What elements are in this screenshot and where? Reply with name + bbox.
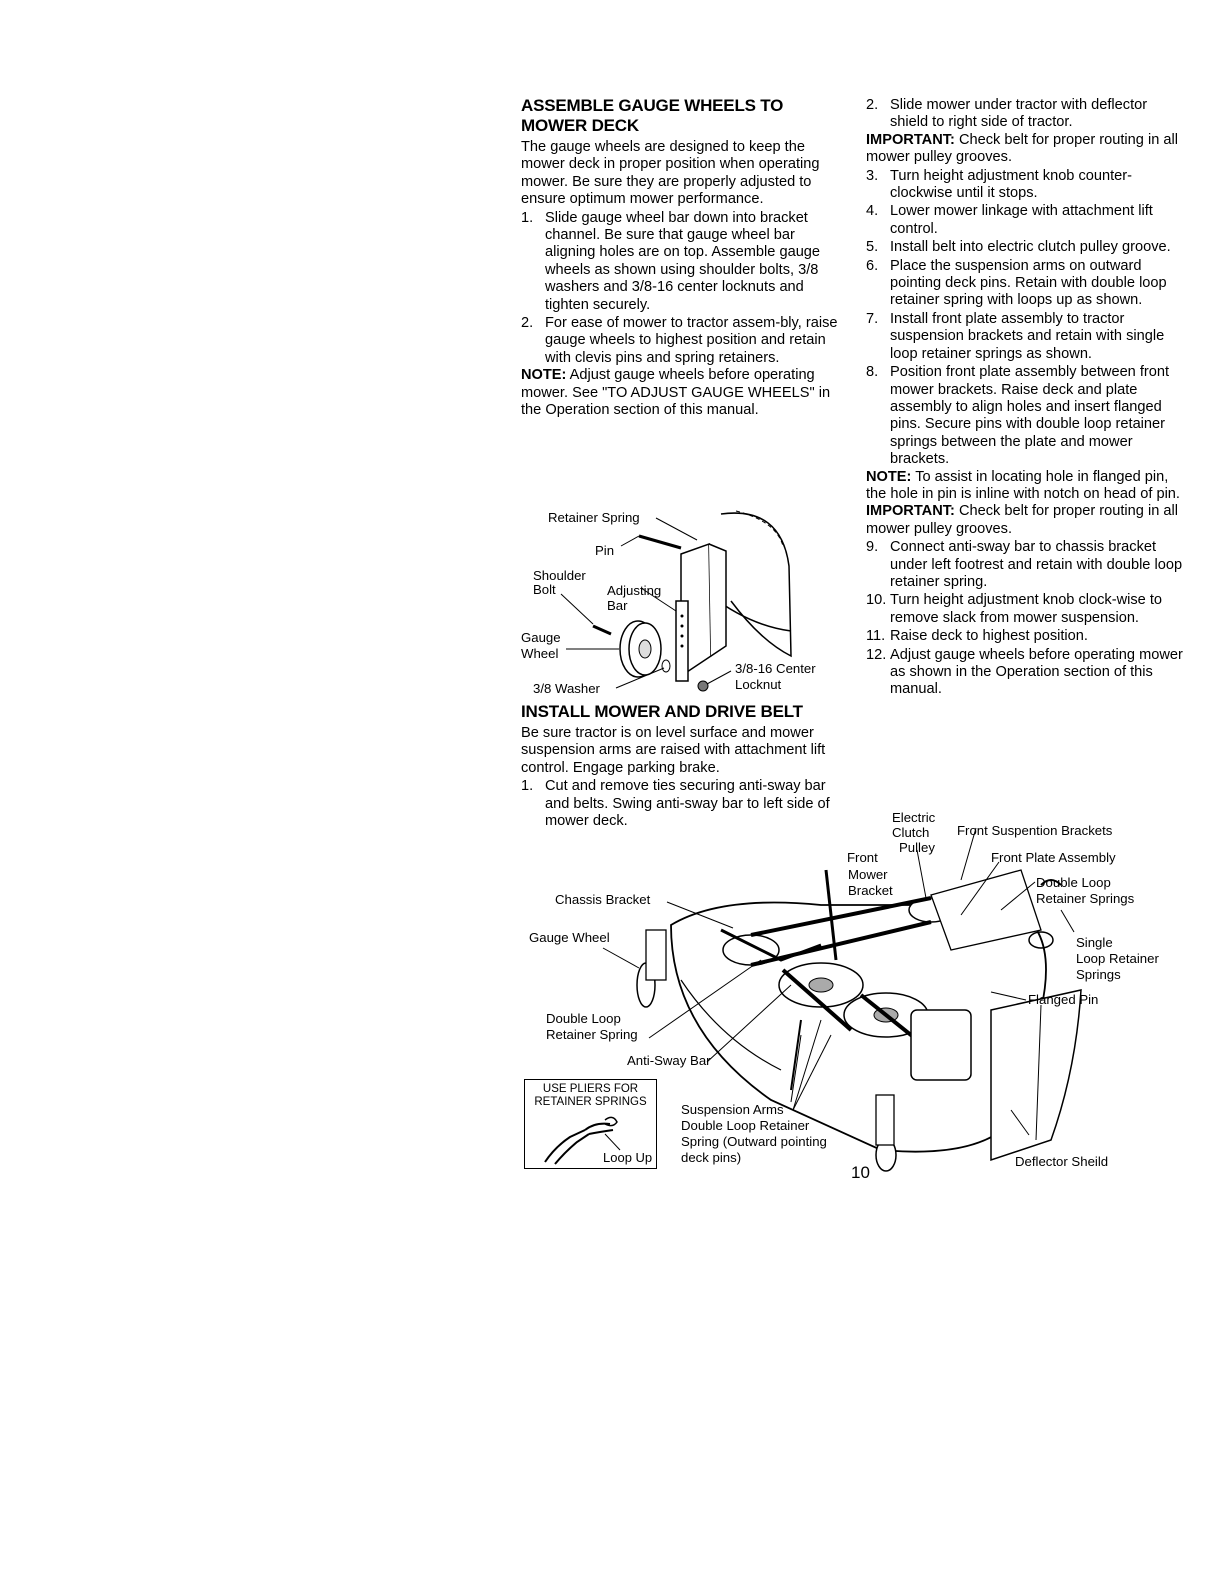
install-steps-b — [866, 539, 1188, 699]
assemble-steps — [521, 210, 843, 368]
important-2: IMPORTANT: Check belt for proper routing in all mower pulley grooves. — [866, 503, 1178, 537]
assemble-intro: The gauge wheels are designed to keep the mower deck in proper position when operating mower. Be sure they are properly adjusted to ensure optimum mower performance. — [521, 139, 820, 208]
label-retainer-spring: Retainer Spring — [548, 510, 640, 525]
right-column — [866, 96, 1188, 699]
list-item: 2. Slide mower under tractor with deflector shield to right side of tractor. — [866, 97, 1148, 131]
pliers-callout — [524, 1079, 657, 1169]
label-wheel: Wheel — [521, 646, 559, 661]
label-retainer-springs: Retainer Springs — [1036, 891, 1135, 906]
label-flanged-pin: Flanged Pin — [1028, 992, 1099, 1007]
label-mower: Mower — [848, 867, 888, 882]
label-dl-retainer: Double Loop Retainer — [681, 1118, 810, 1133]
label-gauge: Gauge — [521, 630, 561, 645]
label-loop-up: Loop Up — [603, 1150, 653, 1165]
list-item: 8. Position front plate assembly between front mower brackets. Raise deck and plate assembly to align holes and insert flanged pins. Secure pins with double loop retainer springs between the plate and mower brackets. — [866, 364, 1170, 468]
list-item: 6. Place the suspension arms on outward pointing deck pins. Retain with double loop retainer spring with loops up as shown. — [866, 257, 1167, 309]
label-front-suspension: Front Suspention Brackets — [957, 823, 1113, 838]
label-gauge-wheel: Gauge Wheel — [529, 930, 610, 945]
list-item: 11. Raise deck to highest position. — [866, 628, 1088, 645]
gauge-wheel-figure — [521, 506, 851, 698]
label-loop-retainer: Loop Retainer — [1076, 951, 1159, 966]
label-front-plate: Front Plate Assembly — [991, 850, 1116, 865]
install-note: NOTE: To assist in locating hole in flanged pin, the hole in pin is inline with notch on head of pin. — [866, 468, 1180, 502]
label-springs: Springs — [1076, 967, 1121, 982]
list-item: 4. Lower mower linkage with attachment lift control. — [866, 203, 1153, 237]
label-shoulder: Shoulder — [533, 568, 586, 583]
list-item: 9. Connect anti-sway bar to chassis bracket under left footrest and retain with double loop retainer spring. — [866, 539, 1183, 590]
list-item: 5. Install belt into electric clutch pulley groove. — [866, 239, 1171, 256]
label-bracket: Bracket — [848, 883, 893, 898]
label-deflector: Deflector Sheild — [1015, 1154, 1109, 1169]
label-locknut: Locknut — [735, 677, 782, 692]
label-deck-pins: deck pins) — [681, 1150, 742, 1165]
assemble-heading: ASSEMBLE GAUGE WHEELS TO MOWER DECK — [521, 96, 784, 135]
label-retainer-spring-2: Retainer Spring — [546, 1027, 638, 1042]
label-electric: Electric — [892, 810, 936, 825]
list-item: 7. Install front plate assembly to tractor suspension brackets and retain with single loop retainer springs as shown. — [866, 310, 1165, 362]
label-bar: Bar — [607, 598, 628, 613]
list-item: 12. Adjust gauge wheels before operating mower as shown in the Operation section of this manual. — [866, 646, 1183, 698]
label-double-loop-2: Double Loop — [546, 1011, 621, 1026]
left-column — [521, 96, 843, 420]
install-step-2 — [866, 97, 1188, 132]
pliers-line-2: RETAINER SPRINGS — [534, 1096, 647, 1108]
label-pin: Pin — [595, 543, 615, 558]
label-washer: 3/8 Washer — [533, 681, 600, 696]
assemble-note: NOTE: Adjust gauge wheels before operating mower. See "TO ADJUST GAUGE WHEELS" in the Operation section of this manual. — [521, 367, 831, 419]
install-intro: Be sure tractor is on level surface and mower suspension arms are raised with attachment lift control. Engage parking brake. — [521, 725, 826, 776]
install-heading: INSTALL MOWER AND DRIVE BELT — [521, 702, 803, 721]
install-steps-a — [866, 168, 1188, 469]
label-clutch: Clutch — [892, 825, 930, 840]
label-suspension-arms: Suspension Arms — [681, 1102, 784, 1117]
list-item: 2. For ease of mower to tractor assem-bly, raise gauge wheels to highest position and retain with clevis pins and spring retainers. — [521, 315, 838, 366]
label-single: Single — [1076, 935, 1113, 950]
label-anti-sway: Anti-Sway Bar — [627, 1053, 711, 1068]
label-adjusting: Adjusting — [607, 583, 662, 598]
pliers-line-1: USE PLIERS FOR — [542, 1083, 639, 1095]
label-pulley: Pulley — [899, 840, 935, 855]
list-item: 1. Cut and remove ties securing anti-sway bar and belts. Swing anti-sway bar to left side of mower deck. — [521, 778, 830, 830]
label-spring-outward: Spring (Outward pointing — [681, 1134, 827, 1149]
label-center-locknut: 3/8-16 Center — [735, 661, 816, 676]
list-item: 10. Turn height adjustment knob clock-wise to remove slack from mower suspension. — [866, 592, 1163, 626]
page-number: 10 — [851, 1163, 870, 1182]
important-1: IMPORTANT: Check belt for proper routing in all mower pulley grooves. — [866, 131, 1178, 166]
label-double-loop: Double Loop — [1036, 875, 1111, 890]
list-item: 3. Turn height adjustment knob counter-clockwise until it stops. — [866, 167, 1133, 202]
label-front: Front — [847, 850, 878, 865]
label-bolt: Bolt — [533, 582, 556, 597]
list-item: 1. Slide gauge wheel bar down into bracket channel. Be sure that gauge wheel bar aligning holes are on top. Assemble gauge wheels as shown using shoulder bolts, 3/8 washers and 3/8-16 center locknuts and tighten securely. — [521, 209, 821, 313]
label-chassis-bracket: Chassis Bracket — [555, 892, 651, 907]
